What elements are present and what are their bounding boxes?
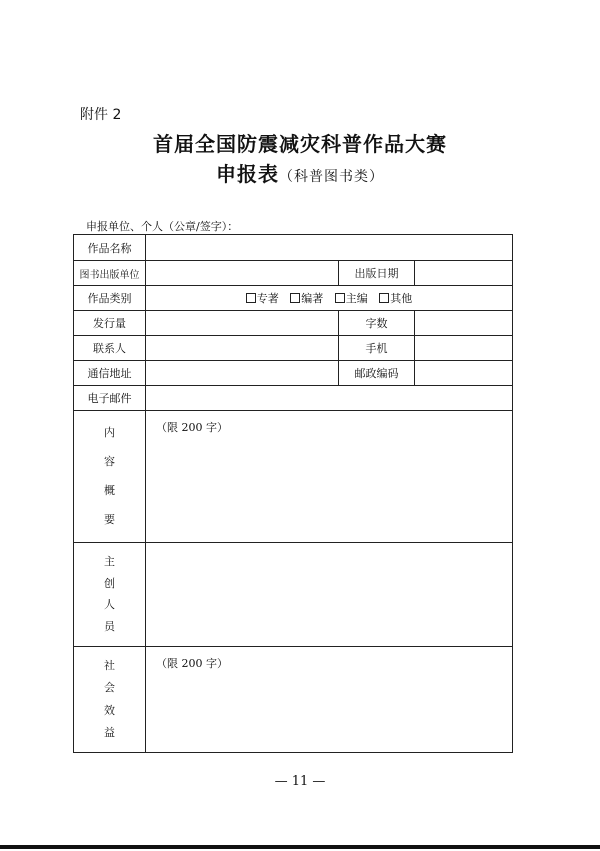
row-email — [74, 386, 513, 411]
contact-field[interactable] — [146, 336, 339, 361]
row-circulation — [74, 311, 513, 336]
category-option[interactable]: 主编 — [335, 292, 368, 305]
circulation-field[interactable] — [146, 311, 339, 336]
authors-label: 主 创 人 员 — [74, 543, 146, 647]
social-benefit-field[interactable] — [146, 647, 513, 753]
checkbox[interactable] — [379, 293, 389, 303]
postcode-field[interactable] — [415, 361, 513, 386]
address-label: 通信地址 — [74, 361, 146, 386]
form-title: 首届全国防震减灾科普作品大赛 — [153, 132, 447, 156]
row-summary — [74, 411, 513, 543]
email-label: 电子邮件 — [74, 386, 146, 411]
mobile-field[interactable] — [415, 336, 513, 361]
row-address — [74, 361, 513, 386]
contact-label: 联系人 — [74, 336, 146, 361]
form-subtitle-main: 申报表 — [216, 162, 279, 186]
row-authors — [74, 543, 513, 647]
pub-date-field[interactable] — [415, 261, 513, 286]
row-social-benefit — [74, 647, 513, 753]
social-limit-note: （限 200 字） — [156, 657, 228, 670]
postcode-label: 邮政编码 — [339, 361, 415, 386]
work-name-label: 作品名称 — [74, 235, 146, 261]
application-form-table — [73, 234, 513, 753]
row-publisher — [74, 261, 513, 286]
summary-field[interactable] — [146, 411, 513, 543]
word-count-label: 字数 — [339, 311, 415, 336]
row-contact — [74, 336, 513, 361]
mobile-label: 手机 — [339, 336, 415, 361]
bottom-rule — [0, 845, 600, 849]
checkbox[interactable] — [290, 293, 300, 303]
social-benefit-label: 社 会 效 益 — [74, 647, 146, 753]
work-name-field[interactable] — [146, 235, 513, 261]
page-number: — 11 — — [274, 774, 326, 789]
checkbox[interactable] — [335, 293, 345, 303]
attachment-label: 附件 2 — [80, 107, 122, 123]
category-options — [146, 286, 513, 311]
authors-field[interactable] — [146, 543, 513, 647]
row-category — [74, 286, 513, 311]
pub-date-label: 出版日期 — [339, 261, 415, 286]
form-subtitle-type: （科普图书类） — [279, 169, 384, 185]
email-field[interactable] — [146, 386, 513, 411]
publisher-label: 图书出版单位 — [74, 261, 146, 286]
checkbox[interactable] — [246, 293, 256, 303]
category-option[interactable]: 其他 — [379, 292, 412, 305]
publisher-field[interactable] — [146, 261, 339, 286]
form-subtitle — [0, 158, 600, 187]
word-count-field[interactable] — [415, 311, 513, 336]
category-label: 作品类别 — [74, 286, 146, 311]
category-option[interactable]: 专著 — [246, 292, 279, 305]
summary-label: 内 容 概 要 — [74, 411, 146, 543]
summary-limit-note: （限 200 字） — [156, 421, 228, 434]
circulation-label: 发行量 — [74, 311, 146, 336]
category-option[interactable]: 编著 — [290, 292, 323, 305]
row-work-name — [74, 235, 513, 261]
applicant-line: 申报单位、个人（公章/签字）： — [86, 220, 239, 233]
address-field[interactable] — [146, 361, 339, 386]
